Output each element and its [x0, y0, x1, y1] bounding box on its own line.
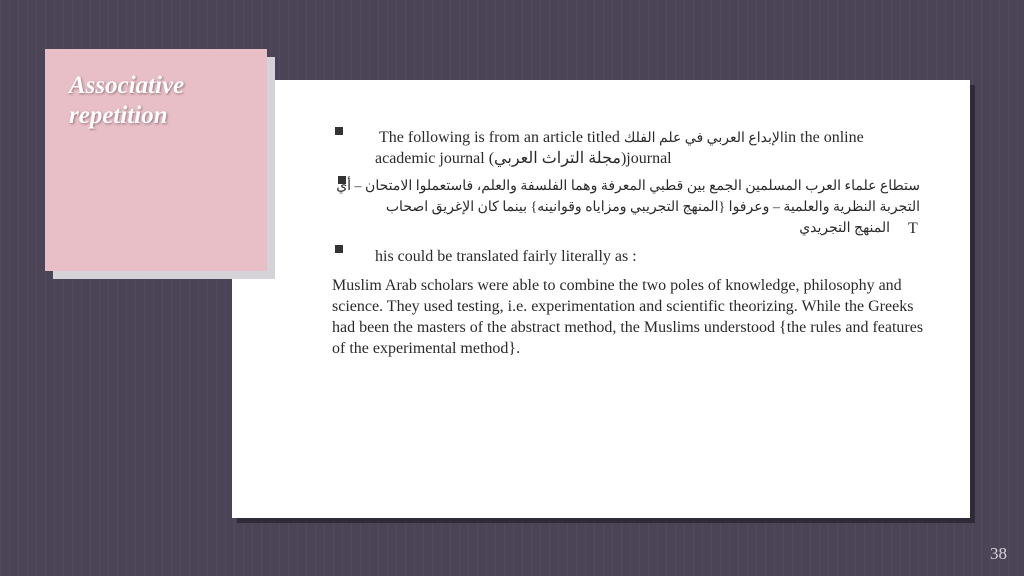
bullet-2-arabic-line-3: المنهج التجريدي — [799, 221, 890, 236]
bullet-1-line-2: academic journal (مجلة التراث العربي)journal — [375, 150, 672, 167]
bullet-marker-1 — [335, 127, 343, 135]
page-number: 38 — [990, 544, 1007, 563]
bullet-marker-3 — [335, 245, 343, 253]
bullet-2-trailing-letter: T — [908, 220, 918, 237]
bullet-3-text: his could be translated fairly literally as : — [375, 248, 637, 265]
bullet-2-arabic-line-2: التجربة النظرية والعلمية – وعرفوا {المنهج التجريبي ومزاياه وقوانينه} بينما كان الإغريق اصحاب — [385, 200, 920, 215]
bullet-2-arabic-line-1: ستطاع علماء العرب المسلمين الجمع بين قطبي المعرفة وهما الفلسفة والعلم، فاستعملوا الامتحان – أي — [336, 179, 920, 194]
bullet-1-arabic-title: الإبداع العربي في علم الفلك — [623, 131, 784, 146]
translation-paragraph: Muslim Arab scholars were able to combine the two poles of knowledge, philosophy and science. They used testing, i.e. experimentation and scientific theorizing. While the Greeks had been the masters of the abstract method, the Muslims understood {the rules and features of the experimental method}. — [332, 277, 924, 357]
bullet-1-line-1 — [379, 127, 939, 149]
bullet-1-suffix: in the online — [783, 129, 864, 146]
slide-title: Associative repetition — [69, 72, 185, 129]
bullet-1-prefix: The following is from an article titled — [379, 129, 620, 146]
title-card — [45, 49, 267, 271]
